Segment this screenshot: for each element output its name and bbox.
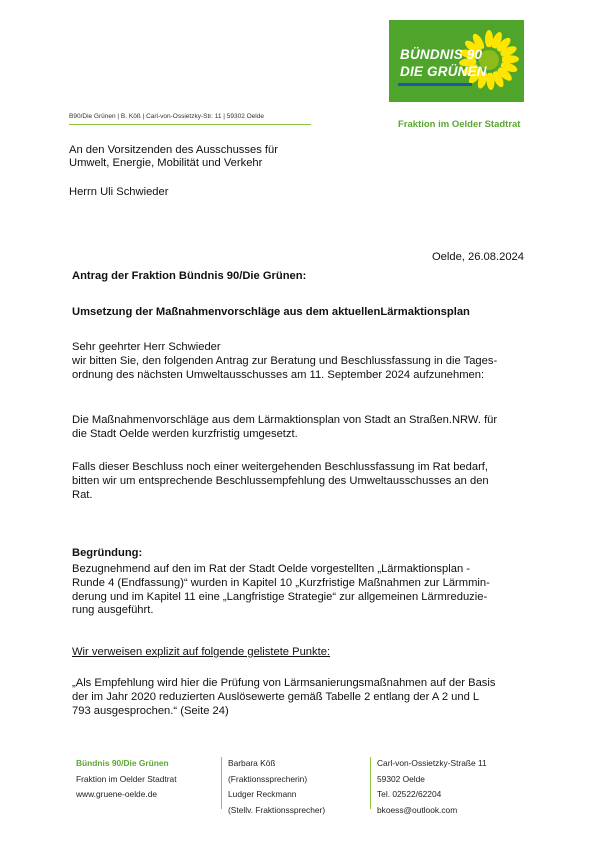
council-line1: Falls dieser Beschluss noch einer weitergehenden Beschlussfassung im Rat bedarf, — [72, 461, 489, 473]
footer-party — [76, 756, 177, 803]
begruendung-paragraph — [72, 563, 525, 618]
council-paragraph — [72, 461, 525, 502]
footer-divider — [221, 757, 222, 809]
party-logo — [389, 20, 524, 102]
footer-speaker2-role: (Stellv. Fraktionssprecher) — [228, 804, 326, 815]
motion-line1: Die Maßnahmenvorschläge aus dem Lärmaktionsplan von Stadt an Straßen.NRW. für — [72, 414, 498, 426]
quote-paragraph — [72, 677, 525, 718]
letter-date: Oelde, 26.08.2024 — [431, 251, 524, 263]
letter-subject: Umsetzung der Maßnahmenvorschläge aus dem aktuellenLärmaktionsplan — [72, 306, 470, 318]
footer-street: Carl-von-Ossietzky-Straße 11 — [377, 758, 487, 768]
logo-underline-bar — [398, 83, 472, 86]
recipient-line1: An den Vorsitzenden des Ausschusses für — [69, 144, 278, 156]
quote-line3: 793 ausgesprochen.“ (Seite 24) — [72, 704, 229, 717]
footer-speaker1-role: (Fraktionssprecherin) — [228, 773, 308, 784]
intro-line1: wir bitten Sie, den folgenden Antrag zur Beratung und Beschlussfassung in die Tages- — [72, 355, 498, 367]
begruendung-line1: Bezugnehmend auf den im Rat der Stadt Oelde vorgestellten „Lärmaktionsplan - — [72, 563, 471, 575]
motion-line2: die Stadt Oelde werden kurzfristig umgesetzt. — [72, 427, 298, 440]
quote-line1: „Als Empfehlung wird hier die Prüfung von Lärmsanierungsmaßnahmen auf der Basis — [72, 677, 496, 689]
council-line2: bitten wir um entsprechende Beschlussempfehlung des Umweltausschusses an den — [72, 474, 489, 487]
begruendung-line2: Runde 4 (Endfassung)“ wurden in Kapitel 10 „Kurzfristige Maßnahmen zur Lärmmin- — [72, 576, 490, 589]
council-line3: Rat. — [72, 488, 93, 501]
footer-party-fraktion: Fraktion im Oelder Stadtrat — [76, 773, 177, 784]
footer-email-link[interactable]: bkoess@outlook.com — [377, 804, 458, 815]
begruendung-line3: derung und im Kapitel 11 eine „Langfristige Strategie“ zur allgemeinen Lärmreduzie- — [72, 590, 488, 603]
footer-speaker1-name: Barbara Köß — [228, 758, 276, 768]
intro-paragraph — [72, 355, 525, 383]
begruendung-line4: rung ausgeführt. — [72, 604, 154, 617]
footer-contact — [377, 756, 487, 818]
verweis-heading: Wir verweisen explizit auf folgende gelistete Punkte: — [72, 646, 331, 658]
footer-phone: Tel. 02522/62204 — [377, 789, 442, 800]
motion-paragraph — [72, 414, 525, 442]
footer-speaker2-name: Ludger Reckmann — [228, 789, 297, 800]
logo-text-line2: DIE GRÜNEN — [400, 64, 487, 79]
sender-return-address: B90/Die Grünen | B. Köß | Carl-von-Ossietzky-Str. 11 | 59302 Oelde — [69, 113, 264, 120]
recipient-name: Herrn Uli Schwieder — [69, 186, 169, 198]
footer-party-title: Bündnis 90/Die Grünen — [76, 758, 169, 768]
footer-city: 59302 Oelde — [377, 773, 425, 784]
salutation: Sehr geehrter Herr Schwieder — [72, 341, 221, 353]
fraktion-label: Fraktion im Oelder Stadtrat — [398, 119, 521, 130]
letter-heading: Antrag der Fraktion Bündnis 90/Die Grünen: — [72, 270, 307, 282]
footer-speakers — [228, 756, 325, 818]
logo-text-line1: BÜNDNIS 90 — [400, 47, 483, 62]
sender-divider — [69, 124, 311, 125]
intro-line2: ordnung des nächsten Umweltausschusses am 11. September 2024 aufzunehmen: — [72, 368, 485, 381]
footer-website-link[interactable]: www.gruene-oelde.de — [76, 789, 158, 800]
footer-divider — [370, 757, 371, 809]
quote-line2: der im Jahr 2020 reduzierten Auslösewerte gemäß Tabelle 2 entlang der A 2 und L — [72, 690, 480, 703]
recipient-line2: Umwelt, Energie, Mobilität und Verkehr — [69, 157, 263, 169]
begruendung-title: Begründung: — [72, 547, 143, 559]
